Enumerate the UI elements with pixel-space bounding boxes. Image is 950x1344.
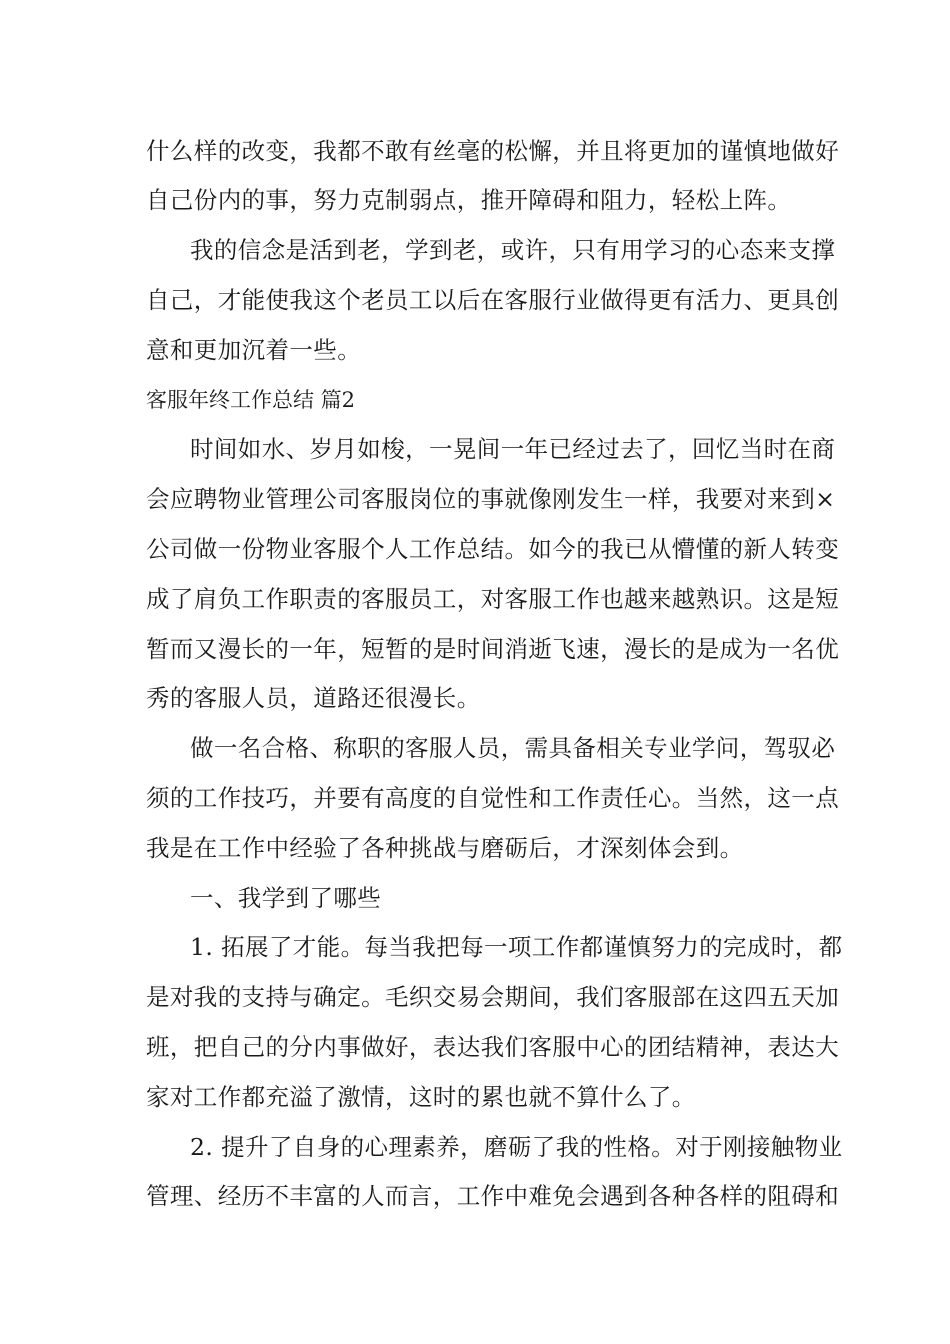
text-line: 管理、经历不丰富的人而言，工作中难免会遇到各种各样的阻碍和 xyxy=(146,1182,840,1210)
text-line: 我是在工作中经验了各种挑战与磨砺后，才深刻体会到。 xyxy=(146,834,744,862)
text-line: 会应聘物业管理公司客服岗位的事就像刚发生一样，我要对来到× xyxy=(146,485,836,513)
text-line: 意和更加沉着一些。 xyxy=(146,336,362,364)
text-line: 时间如水、岁月如梭，一晃间一年已经过去了，回忆当时在商 xyxy=(190,435,836,463)
text-line: 公司做一份物业客服个人工作总结。如今的我已从懵懂的新人转变 xyxy=(146,535,840,563)
text-line: 我的信念是活到老，学到老，或许，只有用学习的心态来支撑 xyxy=(190,236,836,264)
text-line: 是对我的支持与确定。毛织交易会期间，我们客服部在这四五天加 xyxy=(146,983,840,1011)
text-line: 2. 提升了自身的心理素养，磨砺了我的性格。对于刚接触物业 xyxy=(190,1133,843,1161)
text-line: 自己，才能使我这个老员工以后在客服行业做得更有活力、更具创 xyxy=(146,286,840,314)
text-line: 须的工作技巧，并要有高度的自觉性和工作责任心。当然，这一点 xyxy=(146,784,840,812)
text-line: 秀的客服人员，道路还很漫长。 xyxy=(146,684,481,712)
section-heading: 客服年终工作总结 篇2 xyxy=(146,388,356,412)
text-line: 做一名合格、称职的客服人员，需具备相关专业学问，驾驭必 xyxy=(190,734,836,762)
list-heading: 一、我学到了哪些 xyxy=(190,884,382,912)
text-line: 1. 拓展了才能。每当我把每一项工作都谨慎努力的完成时，都 xyxy=(190,933,843,961)
text-line: 家对工作都充溢了激情，这时的累也就不算什么了。 xyxy=(146,1083,696,1111)
text-line: 成了肩负工作职责的客服员工，对客服工作也越来越熟识。这是短 xyxy=(146,585,840,613)
text-line: 暂而又漫长的一年，短暂的是时间消逝飞速，漫长的是成为一名优 xyxy=(146,635,840,663)
text-line: 班，把自己的分内事做好，表达我们客服中心的团结精神，表达大 xyxy=(146,1033,840,1061)
text-line: 自己份内的事，努力克制弱点，推开障碍和阻力，轻松上阵。 xyxy=(146,186,792,214)
text-line: 什么样的改变，我都不敢有丝毫的松懈，并且将更加的谨慎地做好 xyxy=(146,137,840,165)
